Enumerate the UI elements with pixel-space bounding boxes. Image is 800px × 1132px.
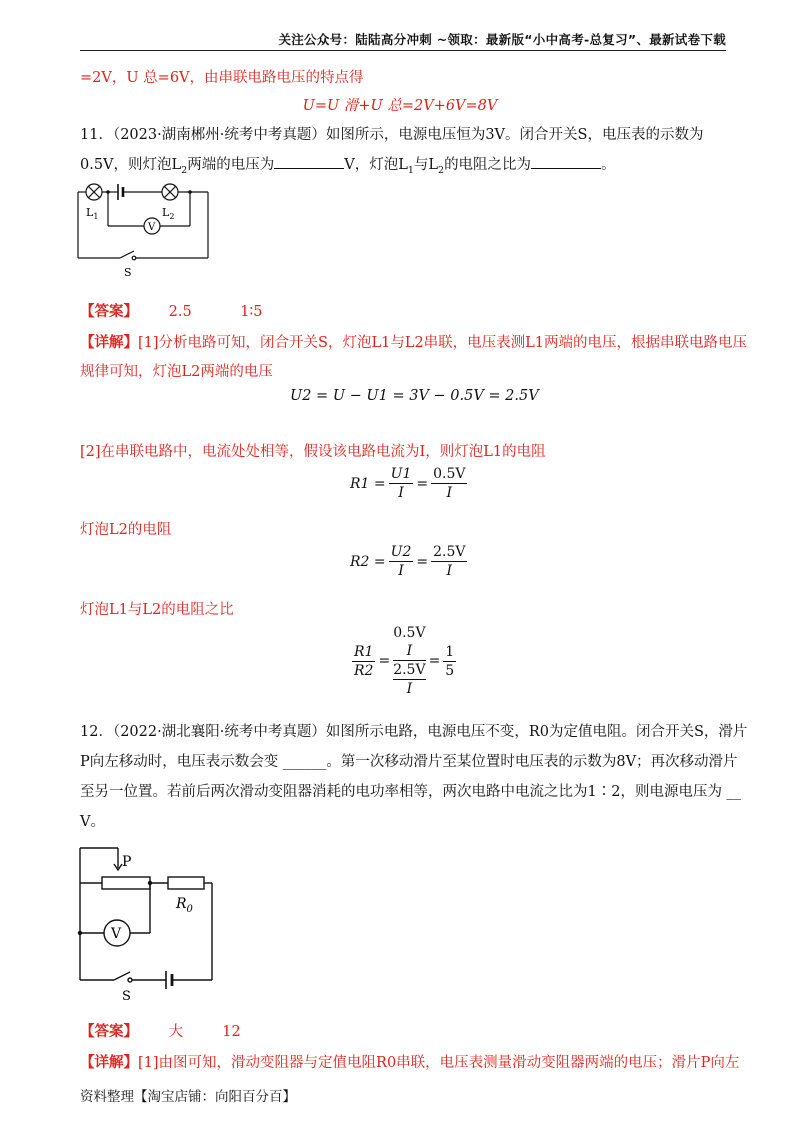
q12-detail-text: [1]由图可知，滑动变阻器与定值电阻R0串联，电压表测量滑动变阻器两端的电压；滑片P向左 xyxy=(138,1055,740,1071)
q11-answer-2: 1∶5 xyxy=(240,304,263,320)
answer-tag: 【答案】 xyxy=(80,304,138,320)
q11-answer-1: 2.5 xyxy=(168,304,192,320)
eq-lhs: R1 = xyxy=(350,475,386,492)
fraction xyxy=(431,465,467,502)
q11-stem-text: 的电阻之比为 xyxy=(444,157,532,173)
voltmeter-label: V xyxy=(148,222,156,233)
q11-stem-text: 与L xyxy=(413,157,439,173)
denominator-numerator: 2.5V xyxy=(393,662,426,678)
r0-label: $R_0$ xyxy=(176,896,193,915)
q11-stem-line2 xyxy=(80,153,616,176)
lamp1-label: $L_1$ xyxy=(86,206,99,221)
numerator: 0.5V xyxy=(393,625,426,641)
switch-label: S xyxy=(124,266,132,279)
fraction xyxy=(443,643,456,680)
compound-fraction xyxy=(393,624,425,698)
denominator: I xyxy=(446,563,453,579)
page-footer: 资料整理【淘宝店铺：向阳百分百】 xyxy=(80,1089,296,1105)
numerator: U2 xyxy=(390,544,412,560)
eq-sign: = xyxy=(416,553,429,570)
numerator: U1 xyxy=(390,466,412,482)
fraction xyxy=(389,543,414,580)
q11-blank-2[interactable] xyxy=(531,154,601,169)
denominator: I xyxy=(446,485,453,501)
denominator: I xyxy=(398,563,404,579)
numerator: 0.5V xyxy=(433,466,466,482)
q11-circuit-diagram xyxy=(72,176,217,281)
eq-sign: = xyxy=(428,653,441,669)
numerator: 2.5V xyxy=(433,544,466,560)
q11-stem-text: 。 xyxy=(601,157,616,173)
q11-eq4 xyxy=(352,624,456,698)
q11-detail-text: [1]分析电路可知，闭合开关S，灯泡L1与L2串联，电压表测L1两端的电压，根据串联电路电压 xyxy=(138,335,748,351)
fraction xyxy=(431,543,467,580)
q11-sub: 2 xyxy=(438,164,445,176)
q11-stem-text: 两端的电压为 xyxy=(187,157,275,173)
eq-sign: = xyxy=(416,475,429,492)
header-rule xyxy=(80,50,726,51)
numerator-denominator: I xyxy=(393,642,425,661)
q12-stem-line1: 12．（2022·湖北襄阳·统考中考真题）如图所示电路，电源电压不变，R0为定值电阻。闭合开关S，滑片 xyxy=(80,724,748,740)
q11-detail-line5: 灯泡L1与L2的电阻之比 xyxy=(80,602,234,618)
numerator: 1 xyxy=(445,643,455,660)
denominator: 5 xyxy=(445,662,455,679)
q11-stem-line1: 11．（2023·湖南郴州·统考中考真题）如图所示，电源电压恒为3V。闭合开关S，电压表的示数为 xyxy=(80,127,704,143)
q11-sub: 1 xyxy=(407,164,414,176)
q11-detail-line1 xyxy=(80,331,747,352)
q12-circuit-diagram xyxy=(72,840,222,1005)
fraction xyxy=(389,465,414,502)
prev-solution-line: =2V，U 总=6V，由串联电路电压的特点得 xyxy=(80,70,364,86)
q11-sub: 2 xyxy=(181,164,188,176)
q11-detail-line4: 灯泡L2的电阻 xyxy=(80,522,172,538)
q11-answer-row xyxy=(80,300,262,321)
q11-detail-line2: 规律可知，灯泡L2两端的电压 xyxy=(80,364,273,380)
answer-tag: 【答案】 xyxy=(80,1024,138,1040)
denominator: R2 xyxy=(354,662,374,679)
eq-lhs: R2 = xyxy=(350,553,386,570)
q11-blank-1[interactable] xyxy=(274,154,344,169)
q12-stem-line4: V。 xyxy=(80,814,105,830)
q12-answer-row xyxy=(80,1020,241,1041)
q12-detail-line1 xyxy=(80,1051,739,1072)
slider-label: P xyxy=(122,854,132,870)
denominator: I xyxy=(406,681,413,697)
q11-stem-text: 0.5V，则灯泡L xyxy=(80,157,182,173)
numerator: R1 xyxy=(354,643,374,660)
switch-label: S xyxy=(122,989,131,1004)
voltmeter-label: V xyxy=(111,926,122,942)
page-header: 关注公众号：陆陆高分冲刺 ~领取：最新版“小中高考-总复习”、最新试卷下载 xyxy=(278,32,726,47)
lamp2-label: $L_2$ xyxy=(162,206,175,221)
detail-tag: 【详解】 xyxy=(80,335,138,351)
q12-answer-1: 大 xyxy=(168,1024,184,1040)
q11-eq2 xyxy=(350,465,467,502)
fraction xyxy=(352,643,375,680)
q12-stem-line3: 至另一位置。若前后两次滑动变阻器消耗的电功率相等，两次电路中电流之比为1∶2，则电源电压为 __ xyxy=(80,784,742,800)
q12-answer-2: 12 xyxy=(222,1024,241,1040)
q11-eq1: U2 = U − U1 = 3V − 0.5V = 2.5V xyxy=(290,388,539,404)
eq-sign: = xyxy=(378,653,391,669)
q12-stem-line2: P向左移动时，电压表示数会变 ______。第一次移动滑片至某位置时电压表的示数为8V；再次移动滑片 xyxy=(80,754,738,770)
detail-tag: 【详解】 xyxy=(80,1055,138,1071)
q11-eq3 xyxy=(350,543,467,580)
denominator: I xyxy=(398,485,404,501)
q11-detail-line3: [2]在串联电路中，电流处处相等，假设该电路电流为I，则灯泡L1的电阻 xyxy=(80,444,546,460)
prev-solution-formula: U=U 滑+U 总=2V+6V=8V xyxy=(302,98,498,114)
q11-stem-text: V，灯泡L xyxy=(344,157,408,173)
